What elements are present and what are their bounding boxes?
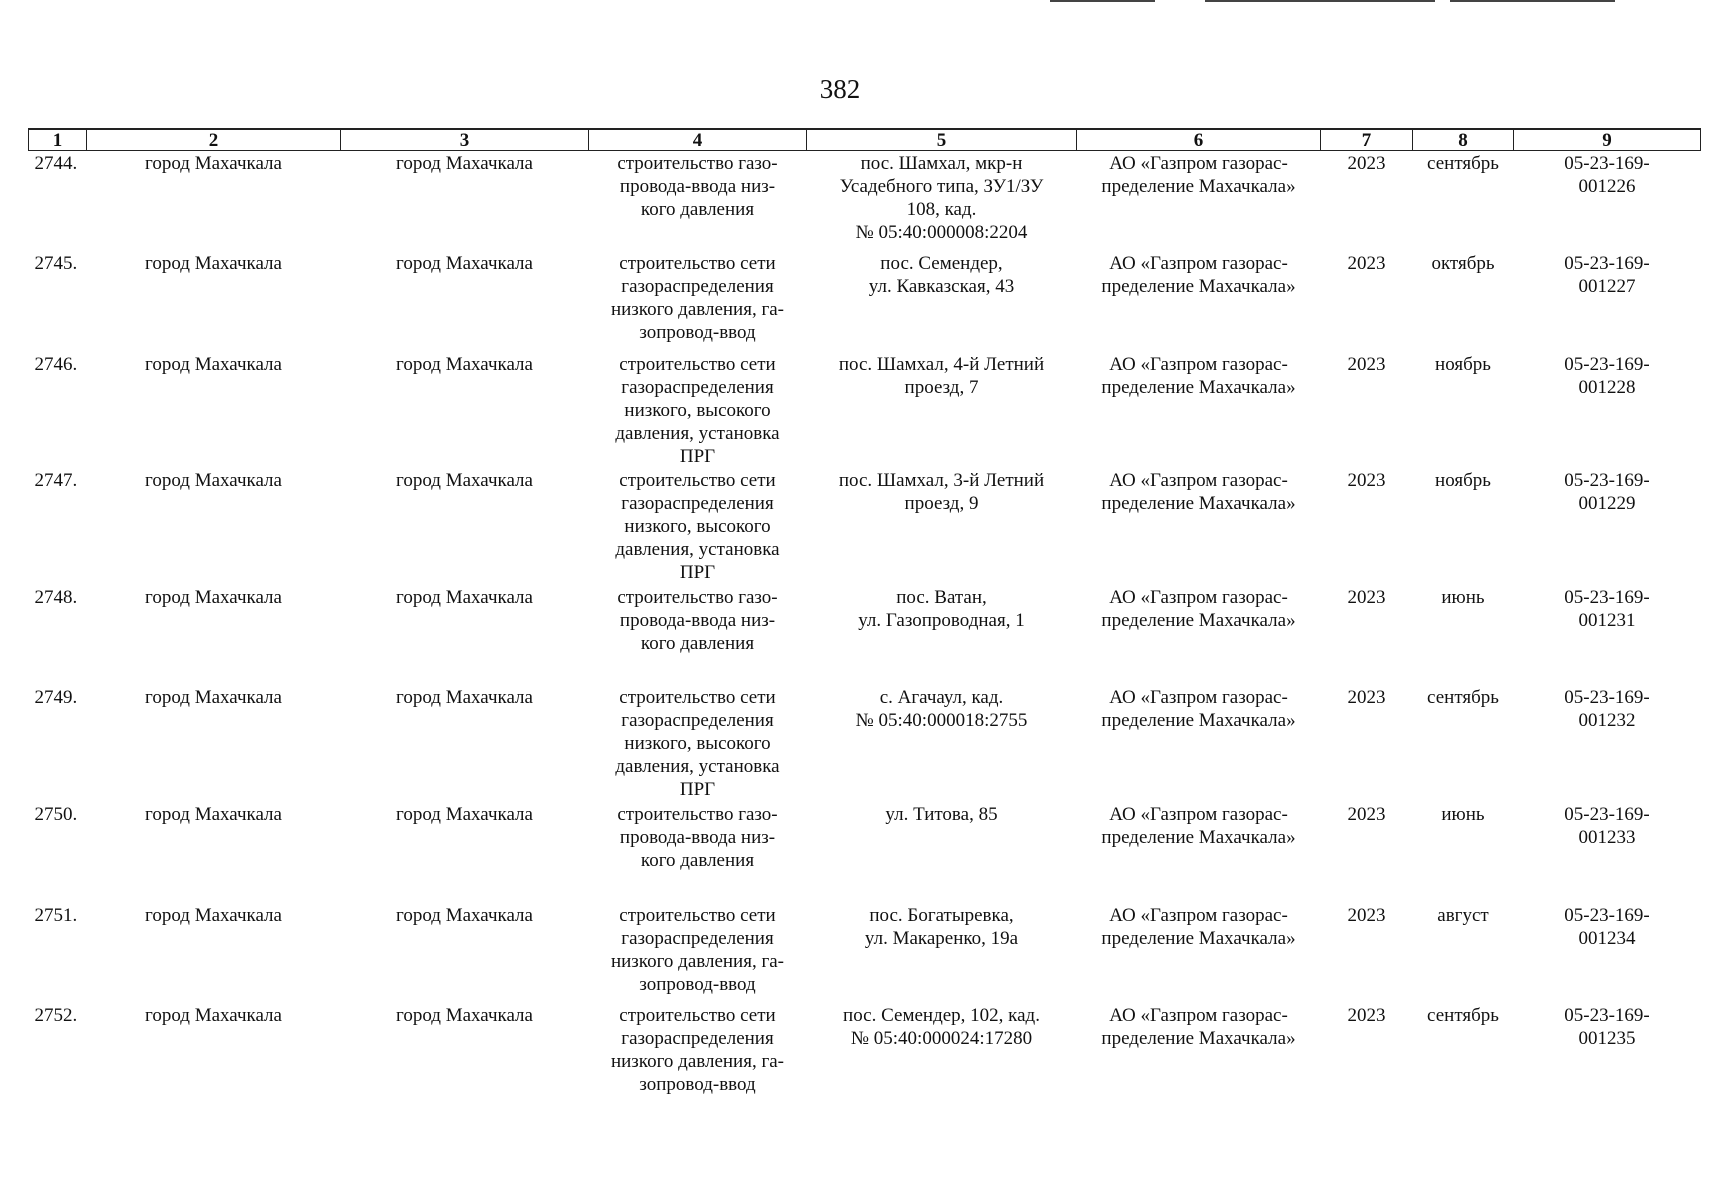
table-row (29, 585, 1701, 685)
address-cell: пос. Шамхал, 3-й Летний проезд, 9 (838, 469, 1045, 514)
row-number: 2748. (34, 586, 78, 608)
column-header-6: 6 (1077, 129, 1321, 151)
column-header-5: 5 (807, 129, 1077, 151)
work-description-cell: строительство сети газораспределения низкого, высокого давления, установка ПРГ (615, 686, 780, 800)
header-row (29, 129, 1701, 151)
row-number: 2744. (34, 153, 78, 174)
year-cell: 2023 (1347, 353, 1386, 375)
column-header-1: 1 (29, 129, 87, 151)
month-cell: ноябрь (1435, 353, 1491, 375)
table-row (29, 802, 1701, 903)
address-cell: пос. Богатыревка, ул. Макаренко, 19а (864, 904, 1019, 949)
table-row (29, 1003, 1701, 1103)
row-number: 2745. (34, 252, 78, 274)
table-row (29, 903, 1701, 1003)
address-cell: с. Агачаул, кад. № 05:40:000018:2755 (855, 686, 1028, 731)
code-cell: 05-23-169- 001233 (1564, 803, 1650, 848)
registry-table-container (28, 128, 1700, 1103)
year-cell: 2023 (1347, 904, 1386, 926)
settlement-cell: город Махачкала (396, 469, 533, 491)
organization-cell: АО «Газпром газорас- пределение Махачкала» (1101, 803, 1296, 848)
column-header-8: 8 (1413, 129, 1514, 151)
month-cell: сентябрь (1427, 686, 1499, 708)
work-description-cell: строительство сети газораспределения низкого давления, га- зопровод-ввод (610, 904, 785, 995)
organization-cell: АО «Газпром газорас- пределение Махачкала» (1101, 904, 1296, 949)
code-cell: 05-23-169- 001226 (1564, 153, 1650, 197)
year-cell: 2023 (1347, 686, 1386, 708)
year-cell: 2023 (1347, 803, 1386, 825)
work-description-cell: строительство газо- провода-ввода низ- кого давления (617, 803, 778, 871)
table-row (29, 352, 1701, 468)
page-number: 382 (819, 74, 861, 104)
year-cell: 2023 (1347, 469, 1386, 491)
row-number: 2751. (34, 904, 78, 926)
year-cell: 2023 (1347, 1004, 1386, 1026)
settlement-cell: город Махачкала (396, 803, 533, 825)
month-cell: август (1437, 904, 1489, 926)
column-header-3: 3 (341, 129, 589, 151)
column-header-2: 2 (87, 129, 341, 151)
settlement-cell: город Махачкала (396, 686, 533, 708)
code-cell: 05-23-169- 001231 (1564, 586, 1650, 631)
settlement-cell: город Махачкала (396, 1004, 533, 1026)
code-cell: 05-23-169- 001235 (1564, 1004, 1650, 1049)
row-number: 2749. (34, 686, 78, 708)
registry-table (28, 128, 1701, 1103)
work-description-cell: строительство газо- провода-ввода низ- кого давления (617, 586, 778, 654)
table-row (29, 151, 1701, 251)
row-number: 2750. (34, 803, 78, 825)
municipality-cell: город Махачкала (145, 252, 282, 274)
month-cell: сентябрь (1427, 1004, 1499, 1026)
top-rule (1450, 0, 1615, 2)
table-header (29, 129, 1701, 151)
settlement-cell: город Махачкала (396, 904, 533, 926)
row-number: 2747. (34, 469, 78, 491)
code-cell: 05-23-169- 001229 (1564, 469, 1650, 514)
organization-cell: АО «Газпром газорас- пределение Махачкала» (1101, 469, 1296, 514)
settlement-cell: город Махачкала (396, 353, 533, 375)
organization-cell: АО «Газпром газорас- пределение Махачкала» (1101, 353, 1296, 398)
row-number: 2752. (34, 1004, 78, 1026)
organization-cell: АО «Газпром газорас- пределение Махачкала» (1101, 686, 1296, 731)
year-cell: 2023 (1347, 252, 1386, 274)
code-cell: 05-23-169- 001228 (1564, 353, 1650, 398)
top-rule (1050, 0, 1155, 2)
settlement-cell: город Махачкала (396, 586, 533, 608)
work-description-cell: строительство сети газораспределения низкого, высокого давления, установка ПРГ (615, 469, 780, 583)
address-cell: пос. Шамхал, 4-й Летний проезд, 7 (838, 353, 1045, 398)
address-cell: пос. Шамхал, мкр-н Усадебного типа, ЗУ1/ЗУ 108, кад. № 05:40:000008:2204 (839, 153, 1044, 243)
municipality-cell: город Махачкала (145, 469, 282, 491)
address-cell: пос. Семендер, ул. Кавказская, 43 (868, 252, 1015, 297)
year-cell: 2023 (1347, 153, 1386, 174)
organization-cell: АО «Газпром газорас- пределение Махачкала» (1101, 1004, 1296, 1049)
municipality-cell: город Махачкала (145, 1004, 282, 1026)
settlement-cell: город Махачкала (396, 252, 533, 274)
organization-cell: АО «Газпром газорас- пределение Махачкала» (1101, 153, 1296, 197)
organization-cell: АО «Газпром газорас- пределение Махачкала» (1101, 252, 1296, 297)
organization-cell: АО «Газпром газорас- пределение Махачкала» (1101, 586, 1296, 631)
municipality-cell: город Махачкала (145, 353, 282, 375)
municipality-cell: город Махачкала (145, 686, 282, 708)
top-rule (1205, 0, 1435, 2)
address-cell: пос. Семендер, 102, кад. № 05:40:000024:17280 (843, 1004, 1040, 1049)
code-cell: 05-23-169- 001227 (1564, 252, 1650, 297)
row-number: 2746. (34, 353, 78, 375)
month-cell: июнь (1441, 803, 1485, 825)
column-header-9: 9 (1514, 129, 1701, 151)
municipality-cell: город Махачкала (145, 803, 282, 825)
column-header-4: 4 (589, 129, 807, 151)
municipality-cell: город Махачкала (145, 153, 282, 174)
address-cell: ул. Титова, 85 (885, 803, 998, 825)
municipality-cell: город Махачкала (145, 904, 282, 926)
table-row (29, 251, 1701, 352)
month-cell: октябрь (1431, 252, 1495, 274)
code-cell: 05-23-169- 001232 (1564, 686, 1650, 731)
year-cell: 2023 (1347, 586, 1386, 608)
month-cell: сентябрь (1427, 153, 1499, 174)
address-cell: пос. Ватан, ул. Газопроводная, 1 (858, 586, 1025, 631)
work-description-cell: строительство сети газораспределения низкого давления, га- зопровод-ввод (610, 1004, 785, 1095)
work-description-cell: строительство сети газораспределения низкого, высокого давления, установка ПРГ (615, 353, 780, 467)
work-description-cell: строительство газо- провода-ввода низ- кого давления (617, 153, 778, 220)
settlement-cell: город Махачкала (396, 153, 533, 174)
work-description-cell: строительство сети газораспределения низкого давления, га- зопровод-ввод (610, 252, 785, 343)
table-row (29, 685, 1701, 802)
column-header-7: 7 (1321, 129, 1413, 151)
month-cell: ноябрь (1435, 469, 1491, 491)
municipality-cell: город Махачкала (145, 586, 282, 608)
month-cell: июнь (1441, 586, 1485, 608)
table-body (29, 151, 1701, 1103)
table-row (29, 468, 1701, 585)
code-cell: 05-23-169- 001234 (1564, 904, 1650, 949)
